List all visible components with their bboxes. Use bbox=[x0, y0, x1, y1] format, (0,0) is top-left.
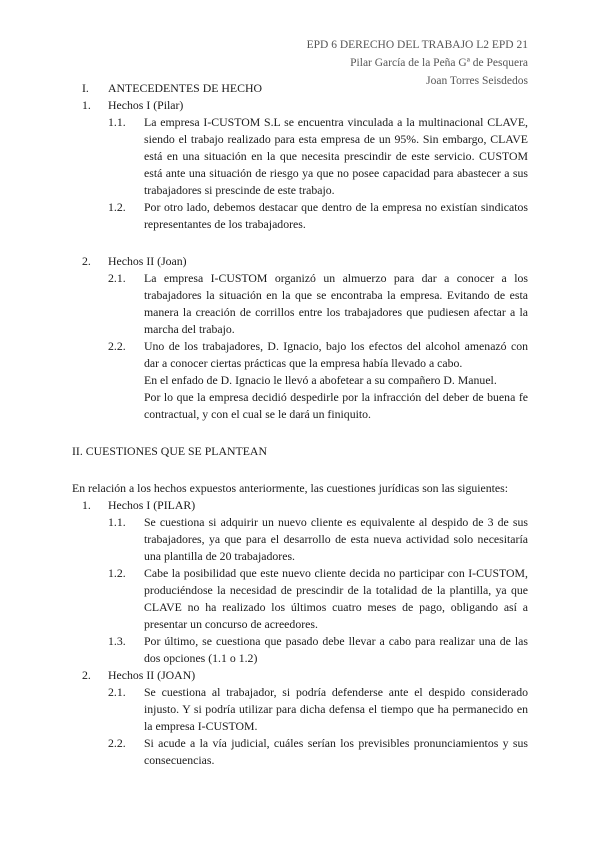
questions-2-number: 2. bbox=[82, 668, 91, 682]
question-1-2 bbox=[72, 565, 528, 633]
question-2-1-text: Se cuestiona al trabajador, si podría defenderse ante el despido considerado injusto. Y si podría utilizar para dicha defensa el tiempo que ha permanecido en la empresa I-CUSTOM. bbox=[144, 685, 528, 733]
paragraph-2-2-text: Uno de los trabajadores, D. Ignacio, bajo los efectos del alcohol amenazó con dar a conocer ciertas prácticas que la empresa había llevado a cabo. bbox=[144, 339, 528, 370]
paragraph-2-1-text: La empresa I-CUSTOM organizó un almuerzo para dar a conocer a los trabajadores la situación en la que se encontraba la empresa. Evitando de esta manera la creación de corrillos entre los trabajadores que pudiesen afectar a la marcha del trabajo. bbox=[144, 271, 528, 336]
question-1-1-text: Se cuestiona si adquirir un nuevo cliente es equivalente al despido de 3 de sus trabajadores, ya que para el desarrollo de esta nueva actividad solo necesitaría una plantilla de 20 trabajadores. bbox=[144, 515, 528, 563]
document-body bbox=[72, 80, 528, 769]
paragraph-2-1-number: 2.1. bbox=[108, 271, 126, 285]
questions-1-title: Hechos I (PILAR) bbox=[108, 498, 196, 512]
facts-1-heading bbox=[72, 97, 528, 114]
facts-2-title: Hechos II (Joan) bbox=[108, 254, 187, 268]
paragraph-2-2-continuation-2: Por lo que la empresa decidió despedirle por la infracción del deber de buena fe contractual, y con el cual se le dará un finiquito. bbox=[144, 390, 528, 421]
paragraph-1-1 bbox=[72, 114, 528, 199]
paragraph-2-2 bbox=[72, 338, 528, 372]
paragraph-1-2 bbox=[72, 199, 528, 233]
header-author-2: Joan Torres Seisdedos bbox=[426, 75, 528, 87]
questions-1-heading bbox=[72, 497, 528, 514]
question-2-2-text: Si acude a la vía judicial, cuáles serían los previsibles pronunciamientos y sus consecuencias. bbox=[144, 736, 528, 767]
question-1-2-text: Cabe la posibilidad que este nuevo cliente decida no participar con I-CUSTOM, produciéndose la necesidad de prescindir de la totalidad de la plantilla, ya que CLAVE no ha realizado los últimos cuatro meses de pago, obligando así a presentar un concurso de acreedores. bbox=[144, 566, 528, 631]
question-1-2-number: 1.2. bbox=[108, 566, 126, 580]
section-2-title: II. CUESTIONES QUE SE PLANTEAN bbox=[72, 444, 267, 458]
facts-1-title: Hechos I (Pilar) bbox=[108, 98, 184, 112]
question-1-3-number: 1.3. bbox=[108, 634, 126, 648]
section-2-intro: En relación a los hechos expuestos anteriormente, las cuestiones jurídicas son las siguientes: bbox=[72, 481, 509, 495]
question-2-1-number: 2.1. bbox=[108, 685, 126, 699]
question-1-3-text: Por último, se cuestiona que pasado debe llevar a cabo para realizar una de las dos opciones (1.1 o 1.2) bbox=[144, 634, 528, 665]
facts-1-number: 1. bbox=[82, 98, 91, 112]
paragraph-1-1-number: 1.1. bbox=[108, 115, 126, 129]
question-1-1-number: 1.1. bbox=[108, 515, 126, 529]
questions-2-title: Hechos II (JOAN) bbox=[108, 668, 196, 682]
paragraph-2-1 bbox=[72, 270, 528, 338]
question-1-1 bbox=[72, 514, 528, 565]
paragraph-1-2-number: 1.2. bbox=[108, 200, 126, 214]
paragraph-1-2-text: Por otro lado, debemos destacar que dentro de la empresa no existían sindicatos representantes de los trabajadores. bbox=[144, 200, 528, 231]
question-2-2 bbox=[72, 735, 528, 769]
paragraph-1-1-text: La empresa I-CUSTOM S.L se encuentra vinculada a la multinacional CLAVE, siendo el trabajo realizado para esta empresa de un 95%. Sin embargo, CLAVE está en una situación en la que necesita prescindir de este servicio. CUSTOM está ante una situación de riesgo ya que no posee capacidad para abastecer a sus trabajadores si prescinde de este trabajo. bbox=[144, 115, 528, 197]
header-course-line: EPD 6 DERECHO DEL TRABAJO L2 EPD 21 bbox=[306, 39, 528, 51]
questions-1-number: 1. bbox=[82, 498, 91, 512]
questions-2-heading bbox=[72, 667, 528, 684]
question-1-3 bbox=[72, 633, 528, 667]
paragraph-2-2-number: 2.2. bbox=[108, 339, 126, 353]
section-1-number: I. bbox=[82, 81, 89, 95]
question-2-1 bbox=[72, 684, 528, 735]
question-2-2-number: 2.2. bbox=[108, 736, 126, 750]
section-1-heading bbox=[72, 80, 528, 97]
paragraph-2-2-continuation-1: En el enfado de D. Ignacio le llevó a abofetear a su compañero D. Manuel. bbox=[144, 373, 497, 387]
header-author-1: Pilar García de la Peña Gª de Pesquera bbox=[350, 57, 528, 69]
section-1-title: ANTECEDENTES DE HECHO bbox=[108, 81, 262, 95]
facts-2-heading bbox=[72, 253, 528, 270]
facts-2-number: 2. bbox=[82, 254, 91, 268]
